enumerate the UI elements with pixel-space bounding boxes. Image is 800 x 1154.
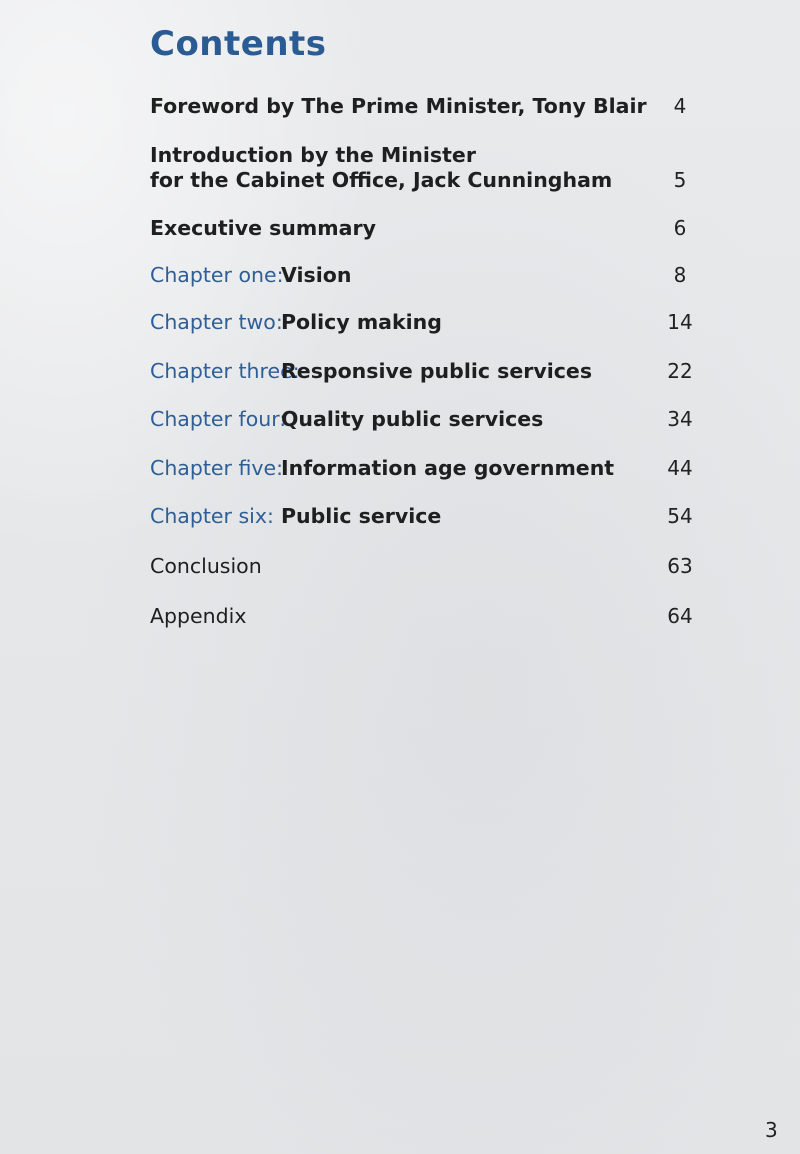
toc-entry-title: Appendix — [150, 604, 247, 628]
toc-page-number: 44 — [667, 456, 693, 480]
toc-entry-title: Conclusion — [150, 554, 262, 578]
toc-entry-appendix[interactable] — [150, 604, 247, 629]
toc-entry-conclusion[interactable] — [150, 554, 262, 579]
toc-chapter-label: Chapter five: — [150, 456, 284, 480]
toc-page-number: 63 — [667, 554, 693, 578]
toc-entry-title: Vision — [281, 263, 352, 287]
toc-entry-executive-summary[interactable] — [150, 216, 376, 241]
toc-entry-title: Information age government — [281, 456, 615, 480]
toc-entry-title: Executive summary — [150, 216, 376, 240]
toc-entry-title: Quality public services — [281, 407, 544, 431]
toc-page-number: 5 — [673, 168, 687, 192]
toc-entry-title: Public service — [281, 504, 442, 528]
toc-entry-foreword[interactable] — [150, 94, 647, 119]
toc-page-number: 54 — [667, 504, 693, 528]
page-folio: 3 — [765, 1118, 778, 1142]
toc-entry-title: Responsive public services — [281, 359, 593, 383]
toc-chapter-label: Chapter two: — [150, 310, 283, 334]
toc-page-number: 8 — [673, 263, 687, 287]
toc-entry-chapter-two[interactable] — [150, 310, 442, 335]
toc-chapter-label: Chapter one: — [150, 263, 284, 287]
toc-entry-chapter-five[interactable] — [150, 456, 614, 481]
toc-page-number: 22 — [667, 359, 693, 383]
toc-page-number: 34 — [667, 407, 693, 431]
toc-chapter-label: Chapter six: — [150, 504, 274, 528]
toc-entry-title-line-2: for the Cabinet Office, Jack Cunningham — [150, 168, 613, 192]
toc-entry-title-line-1: Introduction by the Minister — [150, 143, 476, 167]
toc-entry-chapter-three[interactable] — [150, 359, 592, 384]
page-title: Contents — [150, 24, 327, 64]
toc-page-number: 14 — [667, 310, 693, 334]
toc-chapter-label: Chapter three: — [150, 359, 300, 383]
toc-entry-chapter-six[interactable] — [150, 504, 441, 529]
toc-entry-chapter-one[interactable] — [150, 263, 351, 288]
toc-entry-chapter-four[interactable] — [150, 407, 543, 432]
toc-page-number: 6 — [673, 216, 687, 240]
toc-entry-title: Foreword by The Prime Minister, Tony Blair — [150, 94, 647, 118]
toc-page-number: 64 — [667, 604, 693, 628]
toc-page-number: 4 — [673, 94, 687, 118]
toc-entry-introduction[interactable] — [150, 143, 612, 193]
toc-entry-title: Policy making — [281, 310, 442, 334]
toc-chapter-label: Chapter four: — [150, 407, 287, 431]
